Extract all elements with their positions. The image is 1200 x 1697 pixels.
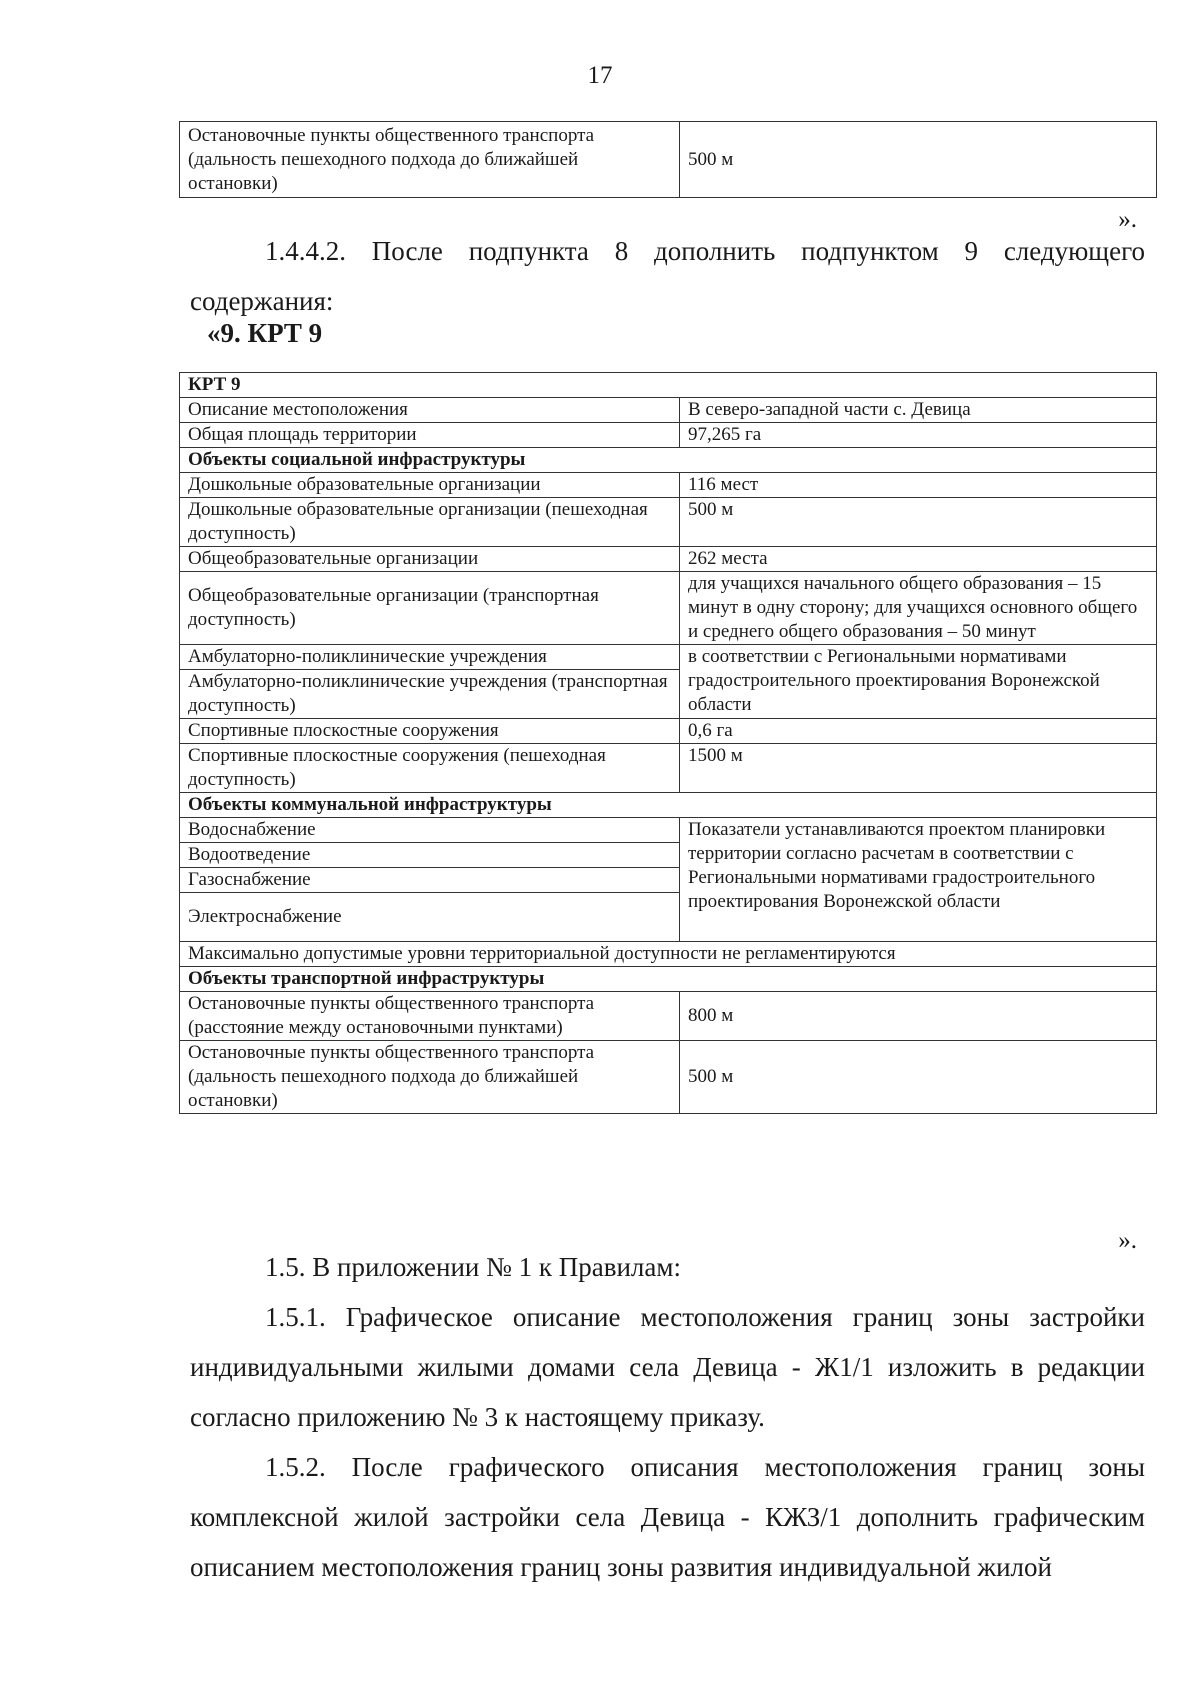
table-cell-label: Дошкольные образовательные организации (пешеходная доступность) xyxy=(180,498,680,547)
table-cell-label: Водоотведение xyxy=(180,843,680,868)
table-row xyxy=(180,818,1157,843)
section-header-social: Объекты социальной инфраструктуры xyxy=(180,448,1157,473)
page-number: 17 xyxy=(587,62,613,89)
table-cell-label: Общеобразовательные организации (транспортная доступность) xyxy=(180,572,680,645)
table-row xyxy=(180,373,1157,398)
krt-table xyxy=(179,372,1157,1114)
table-cell-label: Водоснабжение xyxy=(180,818,680,843)
table-note-cell: Максимально допустимые уровни территориальной доступности не регламентируются xyxy=(180,942,1157,967)
table-cell-label: Остановочные пункты общественного транспорта (дальность пешеходного подхода до ближайшей остановки) xyxy=(180,122,680,198)
table-row xyxy=(180,719,1157,744)
closing-quote: ». xyxy=(1118,1227,1137,1254)
table-cell-value: 500 м xyxy=(680,1041,1157,1114)
table-cell-value: 0,6 га xyxy=(680,719,1157,744)
table-cell-value: 800 м xyxy=(680,992,1157,1041)
table-row xyxy=(180,645,1157,670)
table-cell-label: Остановочные пункты общественного транспорта (расстояние между остановочными пунктами) xyxy=(180,992,680,1041)
paragraph-text: 1.5. В приложении № 1 к Правилам: xyxy=(265,1252,681,1282)
table-cell-label: Дошкольные образовательные организации xyxy=(180,473,680,498)
table-cell-value: Показатели устанавливаются проектом планировки территории согласно расчетам в соответствии с Региональными нормативами градостроительного проектирования Воронежской области xyxy=(680,818,1157,942)
table-cell-label: Описание местоположения xyxy=(180,398,680,423)
table-row xyxy=(180,473,1157,498)
table-row xyxy=(180,793,1157,818)
table-row xyxy=(180,744,1157,793)
table-cell-label: Общеобразовательные организации xyxy=(180,547,680,572)
table-cell-label: Газоснабжение xyxy=(180,868,680,893)
table-cell-value: 500 м xyxy=(680,498,1157,547)
section-header-utility: Объекты коммунальной инфраструктуры xyxy=(180,793,1157,818)
paragraph-1-5-2 xyxy=(190,1442,1145,1592)
table-cell-value: В северо-западной части с. Девица xyxy=(680,398,1157,423)
table-cell-value: для учащихся начального общего образования – 15 минут в одну сторону; для учащихся основного общего и среднего общего образования – 50 минут xyxy=(680,572,1157,645)
table-cell-value: 500 м xyxy=(680,122,1157,198)
table-cell-label: Амбулаторно-поликлинические учреждения (транспортная доступность) xyxy=(180,670,680,719)
paragraph-1-5 xyxy=(190,1242,1145,1292)
table-cell-label: Остановочные пункты общественного транспорта (дальность пешеходного подхода до ближайшей остановки) xyxy=(180,1041,680,1114)
table-row xyxy=(180,992,1157,1041)
table-row xyxy=(180,122,1157,198)
table-row xyxy=(180,572,1157,645)
table-row xyxy=(180,423,1157,448)
table-cell-value: 262 места xyxy=(680,547,1157,572)
table-cell-label: Спортивные плоскостные сооружения xyxy=(180,719,680,744)
table-cell-label: Электроснабжение xyxy=(180,893,680,942)
table-cell-label: Амбулаторно-поликлинические учреждения xyxy=(180,645,680,670)
closing-quote: ». xyxy=(1118,206,1137,233)
section-header-transport: Объекты транспортной инфраструктуры xyxy=(180,967,1157,992)
table-cell-label: Спортивные плоскостные сооружения (пешеходная доступность) xyxy=(180,744,680,793)
table-row xyxy=(180,1041,1157,1114)
paragraph-1-5-1 xyxy=(190,1292,1145,1442)
paragraph-text: 1.5.2. После графического описания местоположения границ зоны комплексной жилой застройки села Девица - КЖЗ/1 дополнить графическим описанием местоположения границ зоны развития индивидуальной жилой xyxy=(190,1452,1145,1582)
table-cell-label: Общая площадь территории xyxy=(180,423,680,448)
table-title-cell: КРТ 9 xyxy=(180,373,1157,398)
table-row xyxy=(180,498,1157,547)
top-table xyxy=(179,121,1157,198)
paragraph-text: 1.5.1. Графическое описание местоположения границ зоны застройки индивидуальными жилыми домами села Девица - Ж1/1 изложить в редакции согласно приложению № 3 к настоящему приказу. xyxy=(190,1302,1145,1432)
table-cell-value: 116 мест xyxy=(680,473,1157,498)
table-cell-value: 1500 м xyxy=(680,744,1157,793)
table-cell-value: 97,265 га xyxy=(680,423,1157,448)
table-row xyxy=(180,448,1157,473)
table-row xyxy=(180,942,1157,967)
paragraph-1-4-4-2 xyxy=(190,226,1145,326)
table-row xyxy=(180,547,1157,572)
krt-heading: «9. КРТ 9 xyxy=(207,318,323,348)
table-row xyxy=(180,398,1157,423)
table-row xyxy=(180,967,1157,992)
paragraph-text: 1.4.4.2. После подпункта 8 дополнить подпунктом 9 следующего содержания: xyxy=(190,236,1145,316)
table-cell-value: в соответствии с Региональными нормативами градостроительного проектирования Воронежской области xyxy=(680,645,1157,719)
